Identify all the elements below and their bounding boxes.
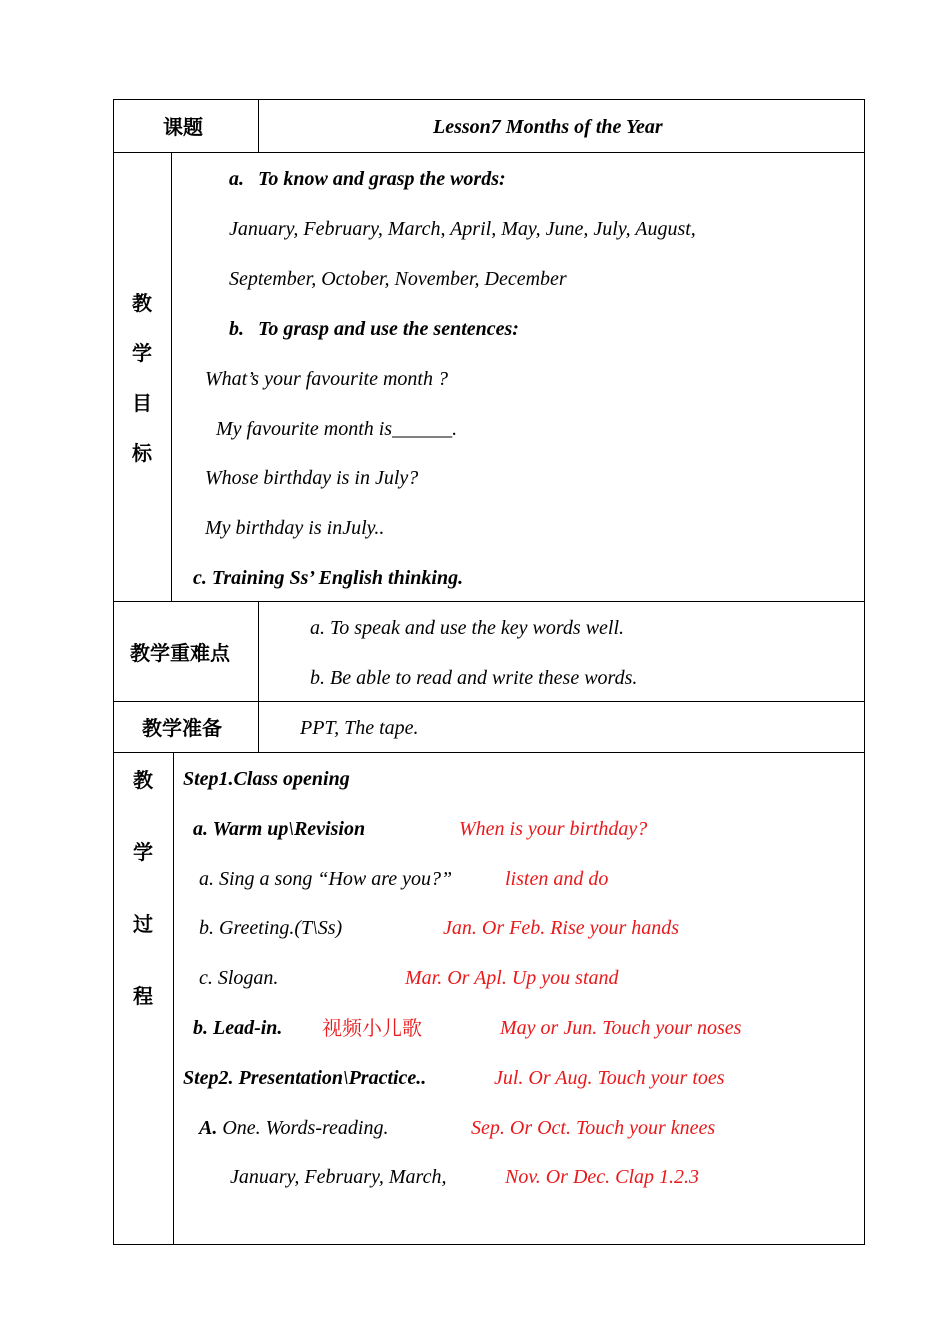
objective-b-marker: b. (229, 318, 244, 340)
preparation-row (113, 701, 865, 753)
leadin-video-note: 视频小儿歌 (322, 1016, 422, 1040)
difficulty-line-1: a. To speak and use the key words well. (310, 617, 625, 639)
warmup-heading: a. Warm up\Revision (193, 818, 366, 840)
chant-line-3: Jan. Or Feb. Rise your hands (443, 917, 680, 939)
objectives-label-char-1: 教 (132, 291, 152, 315)
words-reading-label: One. Words-reading. (217, 1117, 389, 1139)
objective-words-line-1: January, February, March, April, May, June, July, August, (229, 218, 696, 240)
process-label-char-3: 过 (133, 912, 153, 936)
months-line: January, February, March, (230, 1166, 447, 1188)
objectives-label-char-2: 学 (132, 341, 152, 365)
objective-sentence-1: What’s your favourite month ? (205, 368, 448, 390)
process-divider (173, 752, 174, 1245)
chant-line-7: Sep. Or Oct. Touch your knees (471, 1117, 716, 1139)
objectives-label-char-4: 标 (132, 441, 152, 465)
chant-line-2: listen and do (505, 868, 609, 890)
chant-line-5: May or Jun. Touch your noses (500, 1017, 742, 1039)
step2-heading: Step2. Presentation\Practice.. (183, 1067, 427, 1089)
preparation-value: PPT, The tape. (300, 717, 419, 739)
chant-line-4: Mar. Or Apl. Up you stand (405, 967, 619, 989)
slogan-item: c. Slogan. (199, 967, 279, 989)
words-reading-item (199, 1116, 388, 1140)
objective-sentence-2: My favourite month is______. (216, 418, 458, 440)
greeting-item: b. Greeting.(T\Ss) (199, 917, 343, 939)
header-divider (258, 99, 259, 153)
lesson-title: Lesson7 Months of the Year (433, 116, 663, 138)
chant-line-8: Nov. Or Dec. Clap 1.2.3 (505, 1166, 700, 1188)
difficulties-label: 教学重难点 (130, 641, 230, 665)
process-label-char-4: 程 (133, 984, 153, 1008)
difficulty-line-2: b. Be able to read and write these words. (310, 667, 638, 689)
objectives-divider (171, 152, 172, 602)
process-label-char-1: 教 (133, 768, 153, 792)
chant-line-6: Jul. Or Aug. Touch your toes (494, 1067, 725, 1089)
objective-a-heading: To know and grasp the words: (258, 168, 506, 190)
preparation-divider (258, 701, 259, 753)
objective-sentence-4: My birthday is inJuly.. (205, 517, 385, 539)
leadin-heading: b. Lead-in. (193, 1017, 283, 1039)
process-label-char-2: 学 (133, 840, 153, 864)
objective-a-marker: a. (229, 168, 244, 190)
difficulties-divider (258, 601, 259, 702)
objective-words-line-2: September, October, November, December (229, 268, 567, 290)
preparation-label: 教学准备 (142, 716, 222, 740)
objective-sentence-3: Whose birthday is in July? (205, 467, 419, 489)
topic-label: 课题 (163, 115, 203, 139)
sing-song-item: a. Sing a song “How are you?” (199, 868, 453, 890)
chant-line-1: When is your birthday? (459, 818, 648, 840)
words-reading-marker: A. (199, 1117, 218, 1139)
objective-b-heading: To grasp and use the sentences: (258, 318, 519, 340)
objectives-label-char-3: 目 (132, 391, 152, 415)
step1-heading: Step1.Class opening (183, 768, 350, 790)
objective-c-line: c. Training Ss’ English thinking. (193, 567, 464, 589)
